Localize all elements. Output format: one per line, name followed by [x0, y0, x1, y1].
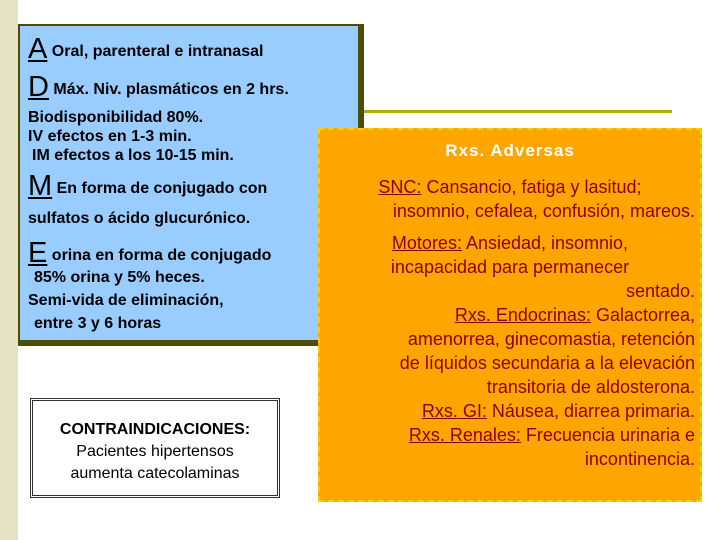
bioavailability-line-1: Biodisponibilidad 80%.	[28, 109, 204, 126]
endocrine-text-1: Galactorrea,	[590, 305, 695, 325]
excretion-text: orina en forma de conjugado	[51, 247, 272, 264]
left-accent-bar	[0, 0, 18, 540]
endocrine-label: Rxs. Endocrinas:	[454, 305, 591, 325]
contraindications-line-1: Pacientes hipertensos	[76, 443, 234, 460]
metabolism-row	[28, 171, 352, 201]
motores-label: Motores:	[391, 233, 462, 253]
motores-line-2: incapacidad para permanecer	[390, 257, 630, 277]
excretion-line-2: 85% orina y 5% heces.	[34, 269, 205, 286]
renal-text-1: Frecuencia urinaria e	[520, 425, 695, 445]
motores-line-1	[320, 231, 700, 255]
absorption-letter: A	[28, 33, 48, 65]
gi-label: Rxs. GI:	[421, 401, 487, 421]
metabolism-text: En forma de conjugado con	[56, 180, 268, 197]
motores-line-3: sentado.	[625, 281, 695, 301]
excretion-line-3: Semi-vida de eliminación,	[28, 292, 224, 309]
pharmacokinetics-box	[18, 24, 364, 346]
renal-label: Rxs. Renales:	[408, 425, 521, 445]
snc-line-1	[320, 175, 700, 199]
gi-line	[320, 399, 700, 423]
snc-label: SNC:	[378, 177, 422, 197]
renal-line-2: incontinencia.	[584, 449, 695, 469]
endocrine-line-2: amenorrea, ginecomastia, retención	[407, 329, 695, 349]
bioavailability-line-3: IM efectos a los 10-15 min.	[32, 147, 234, 164]
distribution-row	[28, 72, 352, 102]
endocrine-line-1	[320, 303, 700, 327]
adverse-reactions-box	[318, 128, 702, 502]
distribution-letter: D	[28, 71, 49, 103]
excretion-letter: E	[28, 237, 48, 269]
endocrine-line-4: transitoria de aldosterona.	[486, 377, 695, 397]
endocrine-line-3: de líquidos secundaria a la elevación	[399, 353, 695, 373]
renal-line-1	[320, 423, 700, 447]
absorption-row	[28, 34, 352, 64]
gi-text: Náusea, diarrea primaria.	[486, 401, 695, 421]
snc-line-2: insomnio, cefalea, confusión, mareos.	[392, 201, 695, 221]
metabolism-letter: M	[28, 170, 53, 202]
contraindications-line-2: aumenta catecolaminas	[70, 465, 240, 482]
top-divider-line	[364, 110, 672, 113]
contraindications-title: CONTRAINDICACIONES:	[59, 421, 251, 438]
metabolism-line-2: sulfatos o ácido glucurónico.	[28, 210, 251, 227]
contraindications-box	[30, 398, 280, 498]
snc-text-1: Cansancio, fatiga y lasitud;	[421, 177, 642, 197]
distribution-text: Máx. Niv. plasmáticos en 2 hrs.	[53, 81, 289, 98]
excretion-row	[28, 238, 352, 268]
motores-text-1: Ansiedad, insomnio,	[461, 233, 629, 253]
absorption-text: Oral, parenteral e intranasal	[51, 43, 264, 60]
excretion-line-4: entre 3 y 6 horas	[34, 315, 162, 332]
adverse-reactions-title: Rxs. Adversas	[445, 141, 575, 160]
bioavailability-line-2: IV efectos en 1-3 min.	[28, 128, 192, 145]
